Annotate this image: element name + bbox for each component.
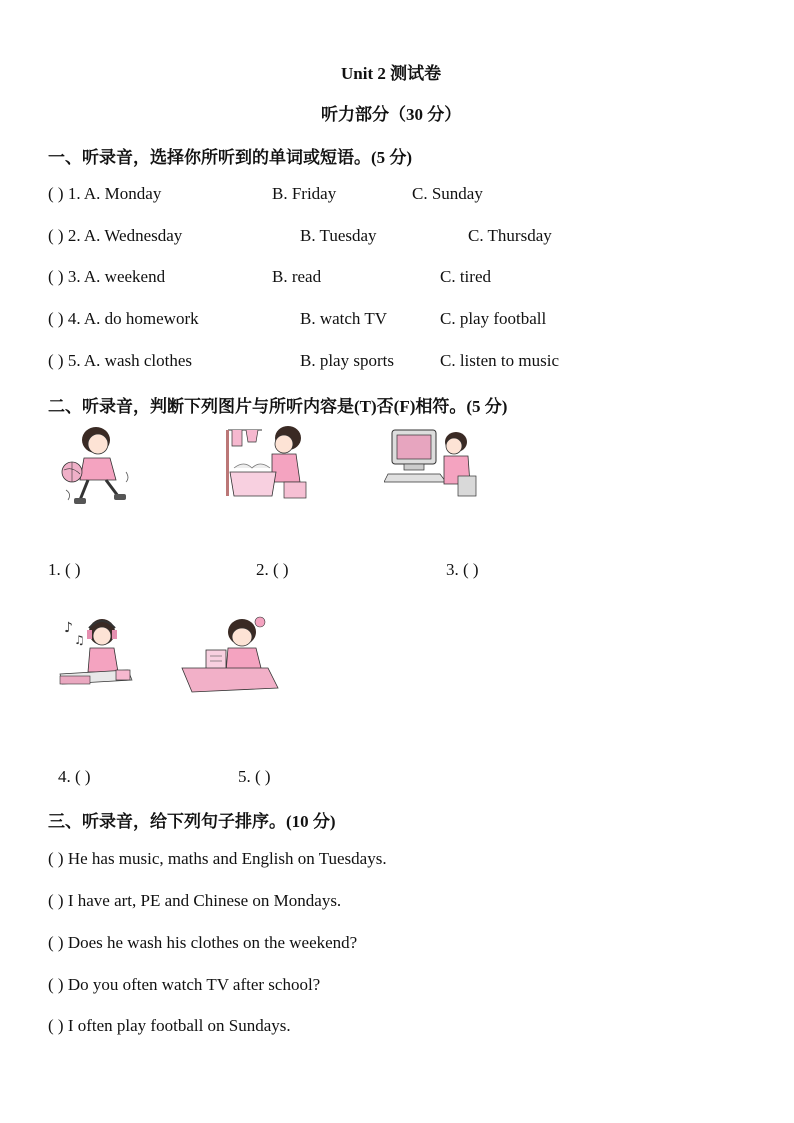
s2-label-5: 5. ( ) <box>238 767 271 786</box>
s3-item-4: ( ) Do you often watch TV after school? <box>48 975 321 994</box>
s2-label-1: 1. ( ) <box>48 560 81 579</box>
section1-heading: 一、听录音，选择你所听到的单词或短语。(5 分) <box>48 148 413 167</box>
s1-item2-c: C. Thursday <box>468 226 552 245</box>
s1-item2-b: B. Tuesday <box>300 226 377 245</box>
s2-label-4: 4. ( ) <box>58 767 91 786</box>
s1-item3-c: C. tired <box>440 267 491 286</box>
s2-label-3: 3. ( ) <box>446 560 479 579</box>
s3-item-5: ( ) I often play football on Sundays. <box>48 1016 291 1035</box>
boy-computer-picture <box>384 426 480 498</box>
girl-basketball-picture <box>58 422 134 508</box>
section2-heading: 二、听录音，判断下列图片与所听内容是(T)否(F)相符。(5 分) <box>48 397 508 416</box>
s1-item5-a: ( ) 5. A. wash clothes <box>48 351 193 370</box>
s2-label-2: 2. ( ) <box>256 560 289 579</box>
s3-item-2: ( ) I have art, PE and Chinese on Mondays. <box>48 891 342 910</box>
girl-washing-clothes-picture <box>222 424 310 504</box>
page-subtitle: 听力部分（30 分） <box>321 105 462 124</box>
s1-item4-a: ( ) 4. A. do homework <box>48 309 199 328</box>
s1-item3-b: B. read <box>272 267 322 286</box>
s1-item4-b: B. watch TV <box>300 309 388 328</box>
s1-item4-c: C. play football <box>440 309 547 328</box>
s1-item5-b: B. play sports <box>300 351 394 370</box>
section3-heading: 三、听录音，给下列句子排序。(10 分) <box>48 812 336 831</box>
svg-text:♪: ♪ <box>64 620 73 636</box>
s1-item1-a: ( ) 1. A. Monday <box>48 184 162 203</box>
svg-text:♫: ♫ <box>74 633 85 647</box>
girl-listening-music-picture <box>58 614 134 686</box>
s1-item2-a: ( ) 2. A. Wednesday <box>48 226 183 245</box>
s3-item-3: ( ) Does he wash his clothes on the weekend? <box>48 933 358 952</box>
girl-reading-picture <box>180 614 280 694</box>
s1-item5-c: C. listen to music <box>440 351 559 370</box>
s1-item1-c: C. Sunday <box>412 184 483 203</box>
s3-item-1: ( ) He has music, maths and English on Tuesdays. <box>48 849 387 868</box>
s1-item3-a: ( ) 3. A. weekend <box>48 267 166 286</box>
page-title: Unit 2 测试卷 <box>341 64 442 83</box>
s1-item1-b: B. Friday <box>272 184 337 203</box>
